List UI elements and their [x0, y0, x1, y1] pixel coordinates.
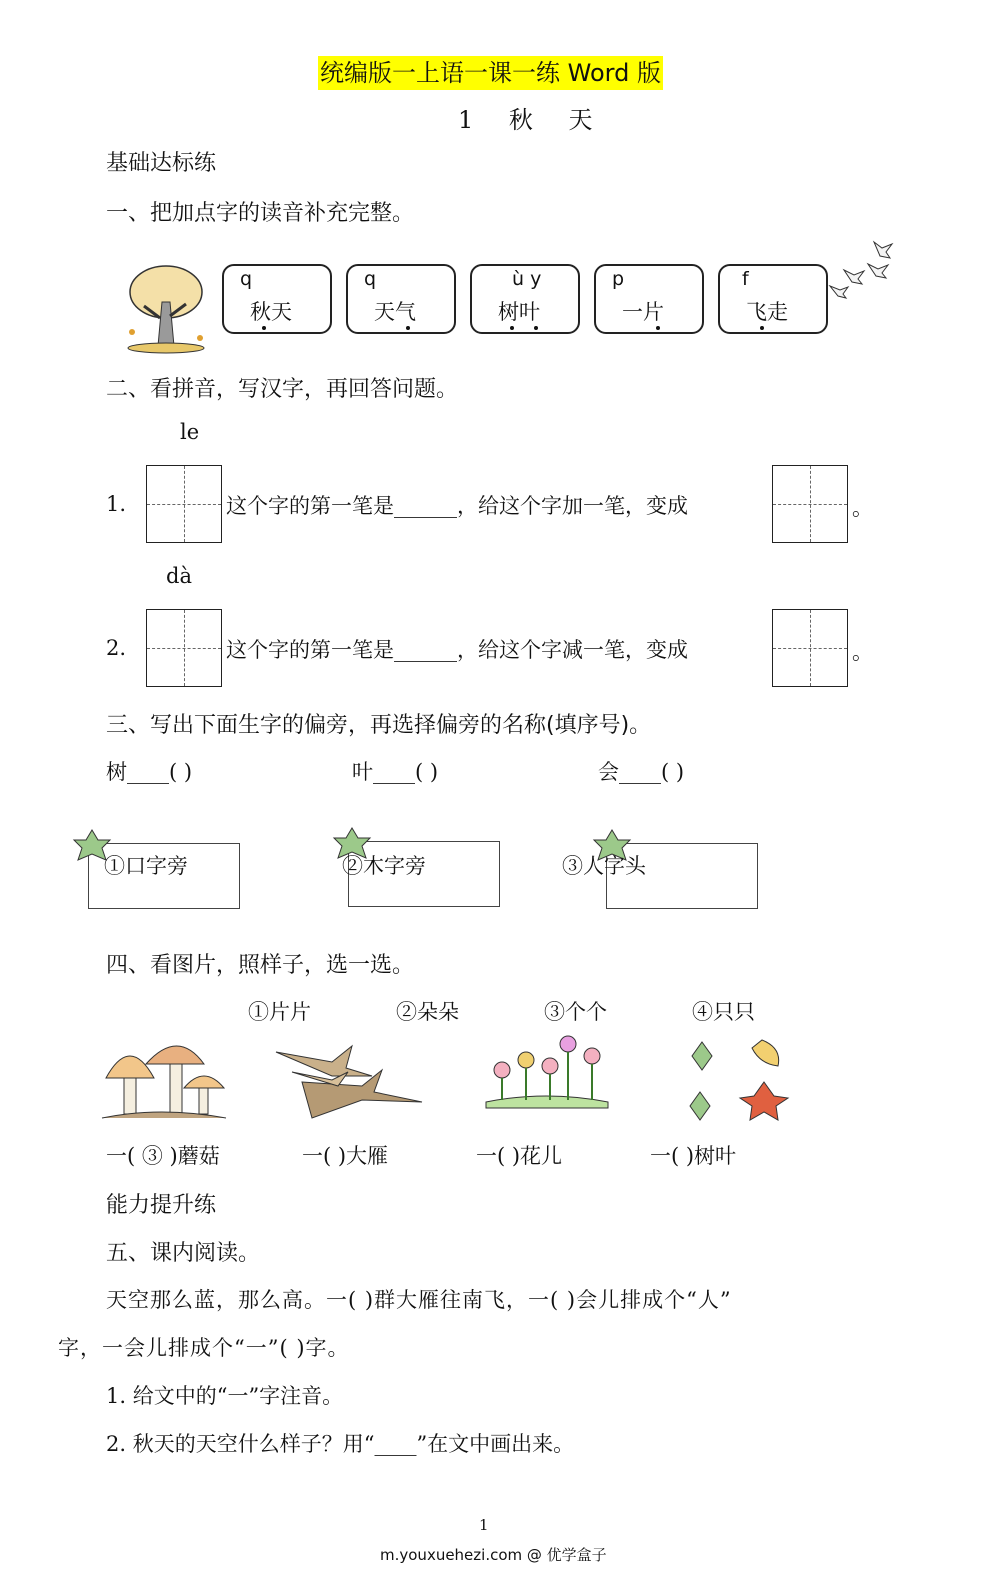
q4-answer-geese: 一( )大雁 [302, 1144, 389, 1168]
q2-item2-end: 。 [852, 640, 873, 664]
q5-passage-line1: 天空那么蓝，那么高。一( )群大雁往南飞，一( )会儿排成个“人” [106, 1288, 732, 1312]
q5-subquestion-2: 2. 秋天的天空什么样子？用“____”在文中画出来。 [106, 1432, 575, 1456]
q5-heading: 五、课内阅读。 [106, 1241, 261, 1266]
pinyin-box-5: f 飞走 [718, 264, 828, 334]
q2-item2-pinyin: dà [166, 564, 192, 588]
q2-heading: 二、看拼音，写汉字，再回答问题。 [106, 377, 459, 402]
q3-char-ye: 叶____( ) [352, 760, 439, 784]
q3-char-hui: 会____( ) [598, 760, 685, 784]
q4-answer-leaves: 一( )树叶 [650, 1144, 737, 1168]
leaves-illustration [678, 1034, 794, 1124]
q4-choice-1: ①片片 [248, 1000, 311, 1024]
section-basic-heading: 基础达标练 [106, 151, 217, 176]
q2-item2-number: 2. [106, 636, 127, 660]
q2-item2-text: 这个字的第一笔是______，给这个字减一笔，变成 [226, 638, 688, 662]
tianzige-box[interactable] [772, 465, 848, 543]
q4-answer-mushroom: 一( ③ )蘑菇 [106, 1144, 220, 1168]
q5-passage-line2: 字，一会儿排成个“一”( )字。 [58, 1336, 350, 1360]
wild-geese-illustration [272, 1032, 428, 1124]
page-number: 1 [479, 1516, 489, 1534]
flying-geese-illustration [824, 230, 904, 300]
q1-heading: 一、把加点字的读音补充完整。 [106, 201, 415, 226]
footer-site: m.youxuehezi.com @ 优学盒子 [380, 1546, 607, 1564]
q4-choice-4: ④只只 [692, 1000, 755, 1024]
q2-item1-number: 1. [106, 492, 127, 516]
q2-item1-text: 这个字的第一笔是______，给这个字加一笔，变成 [226, 494, 688, 518]
q2-item1-pinyin: le [180, 420, 200, 444]
q4-heading: 四、看图片，照样子，选一选。 [106, 953, 415, 978]
tianzige-box[interactable] [146, 609, 222, 687]
tianzige-box[interactable] [146, 465, 222, 543]
pinyin-box-4: p 一片 [594, 264, 704, 334]
autumn-tree-illustration [118, 262, 214, 358]
pinyin-box-2: q 天气 [346, 264, 456, 334]
q5-subquestion-1: 1. 给文中的“一”字注音。 [106, 1384, 344, 1408]
q4-choice-3: ③个个 [544, 1000, 607, 1024]
mushroom-illustration [100, 1034, 230, 1124]
q3-char-shu: 树____( ) [106, 760, 193, 784]
tianzige-box[interactable] [772, 609, 848, 687]
q2-item1-end: 。 [852, 496, 873, 520]
pinyin-box-3: ù y 树叶 [470, 264, 580, 334]
flowers-illustration [482, 1030, 612, 1110]
pinyin-box-1: q 秋天 [222, 264, 332, 334]
lesson-title: 1 秋 天 [458, 106, 607, 134]
option-label-1: ①口字旁 [104, 854, 188, 878]
option-label-3: ③人字头 [562, 854, 646, 878]
section-advanced-heading: 能力提升练 [106, 1193, 217, 1218]
q4-choice-2: ②朵朵 [396, 1000, 459, 1024]
document-title: 统编版一上语一课一练 Word 版 [318, 56, 663, 90]
option-label-2: ②木字旁 [342, 854, 426, 878]
q4-answer-flowers: 一( )花儿 [476, 1144, 563, 1168]
q3-heading: 三、写出下面生字的偏旁，再选择偏旁的名称(填序号)。 [106, 713, 652, 738]
